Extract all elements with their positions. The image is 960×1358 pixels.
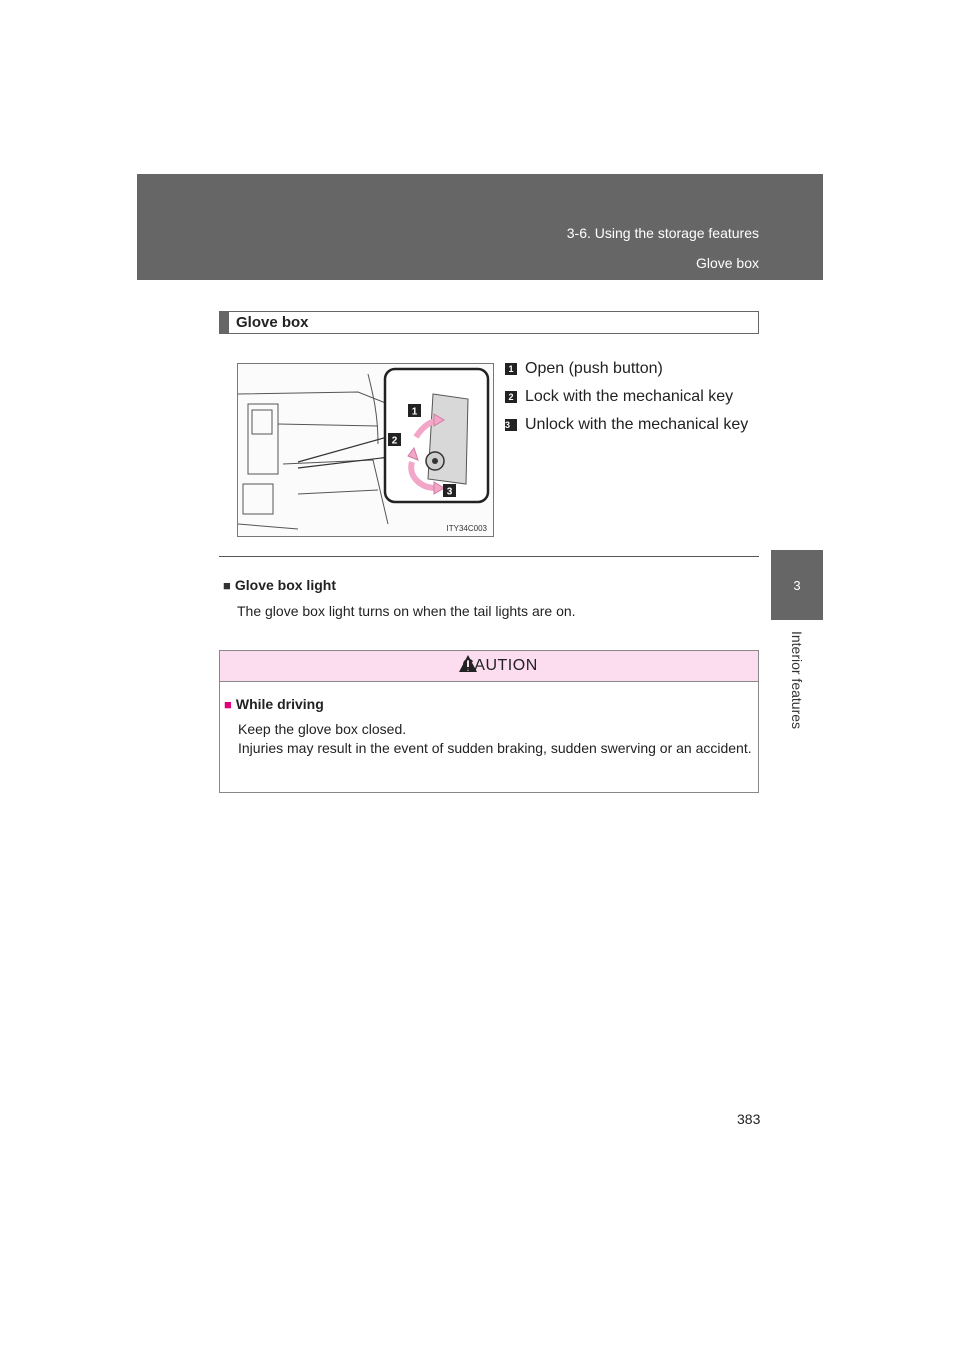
page-number: 383 — [737, 1111, 761, 1127]
step-list — [505, 358, 757, 442]
note-heading — [223, 577, 336, 593]
caution-header — [220, 651, 758, 682]
note-body: The glove box light turns on when the tail lights are on. — [237, 603, 576, 619]
caution-box — [219, 650, 759, 793]
callout-1: 1 — [411, 406, 418, 418]
caution-heading — [224, 696, 324, 712]
step-marker: 3 — [505, 419, 517, 431]
page-header — [137, 174, 823, 280]
caution-heading-text: While driving — [235, 696, 324, 712]
header-subsection: Glove box — [695, 255, 759, 271]
caution-label: CAUTION — [462, 657, 538, 674]
step-text: Open (push button) — [525, 360, 663, 377]
section-title-bar — [219, 311, 759, 334]
step-lock — [505, 386, 757, 408]
dashboard-drawing — [238, 364, 494, 537]
section-title: Glove box — [236, 314, 309, 331]
step-text: Unlock with the mechanical key — [525, 416, 749, 433]
chapter-label: Interior features — [789, 630, 805, 730]
callout-3: 3 — [446, 486, 453, 498]
caution-line: Keep the glove box closed. — [238, 721, 407, 737]
callout-2: 2 — [391, 435, 398, 447]
caution-line: Injuries may result in the event of sudden braking, sudden swerving or an accident. — [238, 740, 752, 756]
step-marker: 1 — [505, 363, 517, 375]
step-marker: 2 — [505, 391, 517, 403]
section-divider — [219, 556, 759, 557]
title-accent — [220, 312, 229, 333]
glove-box-illustration — [237, 363, 494, 537]
caution-body — [238, 720, 754, 758]
step-unlock — [505, 414, 757, 436]
figure-code: ITY34C003 — [446, 524, 487, 533]
chapter-number: 3 — [793, 578, 801, 593]
pink-square-bullet-icon: ■ — [224, 697, 232, 712]
step-open — [505, 358, 757, 380]
step-text: Lock with the mechanical key — [525, 388, 734, 405]
header-section: 3-6. Using the storage features — [566, 225, 759, 241]
square-bullet-icon: ■ — [223, 578, 231, 593]
note-heading-text: Glove box light — [234, 577, 336, 593]
